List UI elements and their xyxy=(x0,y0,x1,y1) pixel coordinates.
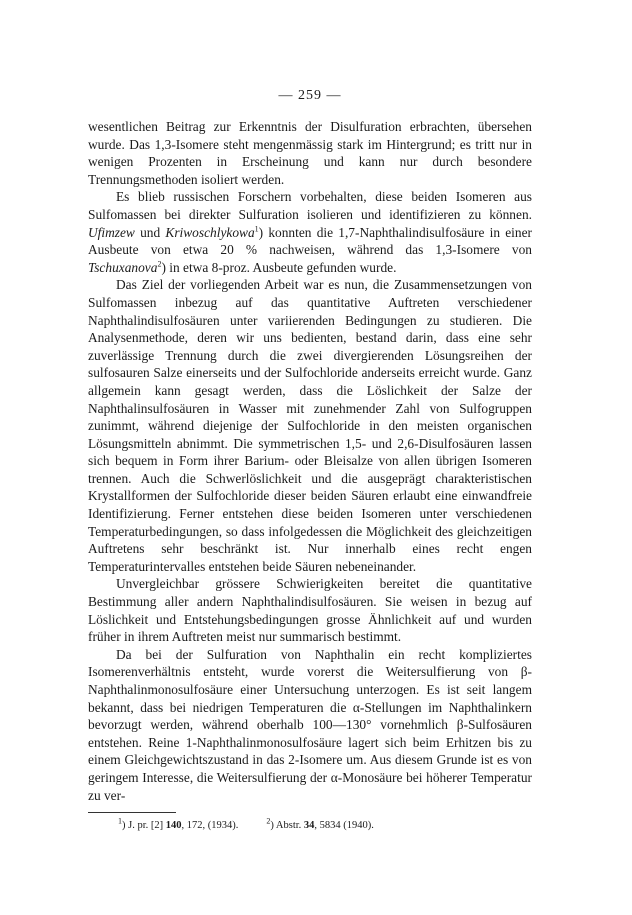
text-run: ) Abstr. xyxy=(270,820,304,832)
footnotes xyxy=(88,816,532,833)
page-number: — 259 — xyxy=(278,88,342,103)
footnote-marker: 1 xyxy=(118,816,122,826)
text-run: wesentlichen Beitrag zur Erkenntnis der Disulfuration erbrachten, übersehen wurde. Das 1,3-Isomere steht mengenmässig stark im Hintergrund; es tritt nur in wenigen Prozenten in Erscheinung und kann nur durch besondere Trennungsmethoden isoliert werden. xyxy=(88,119,532,187)
footnote-marker: 2 xyxy=(157,259,162,269)
paragraph xyxy=(88,276,532,575)
footnote-marker: 1 xyxy=(254,224,259,234)
volume-number: 140 xyxy=(165,820,182,832)
footnote-marker: 2 xyxy=(266,816,271,826)
footnote-divider xyxy=(88,812,176,813)
text-run: Es blieb russischen Forschern vorbehalten, diese beiden Isomeren aus Sulfomassen bei direkter Sulfuration isolieren und identifizieren zu können. xyxy=(88,189,532,222)
text-run: Da bei der Sulfuration von Naphthalin ein recht kompliziertes Isomerenverhältnis entsteht, wurde vorerst die Weitersulfierung von β-Naphthalinmonosulfosäure einer Untersuchung unterzogen. Es ist seit langem bekannt, dass bei niedrigen Temperaturen die α-Stellungen im Naphthalinkern bevorzugt werden, während oberhalb 100—130° vornehmlich β-Sulfosäuren entstehen. Reine 1-Naphthalinmonosulfosäure lagert sich beim Erhitzen bis zu einem Gleichgewichtszustand in das 2-Isomere um. Aus diesem Grunde ist es von geringem Interesse, die Weitersulfierung der α-Monosäure bei höherer Temperatur zu ver- xyxy=(88,646,532,803)
text-run: , 172, (1934). xyxy=(181,820,239,832)
text-run: ) konnten die 1,7-Naphthalindisulfosäure in einer Ausbeute von etwa 20 % nachweisen, während das 1,3-Isomere von xyxy=(88,224,533,258)
text-run: ) in etwa 8-proz. Ausbeute gefunden wurde. xyxy=(161,259,397,275)
paragraph xyxy=(88,646,532,804)
document-page xyxy=(88,88,532,833)
text-run: und xyxy=(134,224,166,240)
text-run: Das Ziel der vorliegenden Arbeit war es nun, die Zusammensetzungen von Sulfomassen inbezug auf das quantitative Auftreten verschiedener Naphthalindisulfosäuren unter variierenden Bedingungen zu studieren. Die Analysenmethode, deren wir uns bedienten, bestand darin, dass eine sehr zuverlässige Trennung durch die zwei divergierenden Lösungsreihen der sulfosauren Salze einerseits und der Sulfochloride anderseits erreicht wurde. Ganz allgemein kann gesagt werden, dass die Löslichkeit der Salze der Naphthalinsulfosäuren in Wasser mit zunehmender Zahl von Sulfogruppen zunimmt, während diejenige der Sulfochloride in den meisten organischen Lösungsmitteln abnimmt. Die symmetrischen 1,5- und 2,6-Disulfosäuren lassen sich bequem in Form ihrer Barium- oder Bleisalze von allen übrigen Isomeren trennen. Auch die Schwerlöslichkeit und die ausgeprägt charakteristischen Krystallformen der Sulfochloride dieser beiden Säuren erlaubt eine einwandfreie Identifizierung. Ferner entstehen diese beiden Isomeren unter verschiedenen Temperaturbedingungen, so dass infolgedessen die Möglichkeit des gleichzeitigen Auftretens sehr beschränkt ist. Nur innerhalb eines recht engen Temperaturintervalles entstehen beide Säuren nebeneinander. xyxy=(88,277,532,574)
body-text xyxy=(88,118,532,804)
volume-number: 34 xyxy=(303,820,315,832)
footnote xyxy=(118,816,239,832)
footnote xyxy=(266,816,374,832)
paragraph xyxy=(88,118,532,188)
author-name: Ufimzew xyxy=(88,224,135,240)
author-name: Tschuxanova xyxy=(88,259,158,275)
text-run: Unvergleichbar grössere Schwierigkeiten bereitet die quantitative Bestimmung aller andern Naphthalindisulfosäuren. Sie weisen in bezug auf Löslichkeit und Entstehungsbedingungen grosse Ähnlichkeit auf und wurden früher in ihrem Auftreten meist nur summarisch bestimmt. xyxy=(88,576,532,645)
author-name: Kriwoschlykowa xyxy=(165,224,255,240)
paragraph xyxy=(88,575,532,645)
paragraph xyxy=(88,188,532,276)
text-run: ) J. pr. [2] xyxy=(122,820,166,832)
text-run: , 5834 (1940). xyxy=(314,820,374,832)
